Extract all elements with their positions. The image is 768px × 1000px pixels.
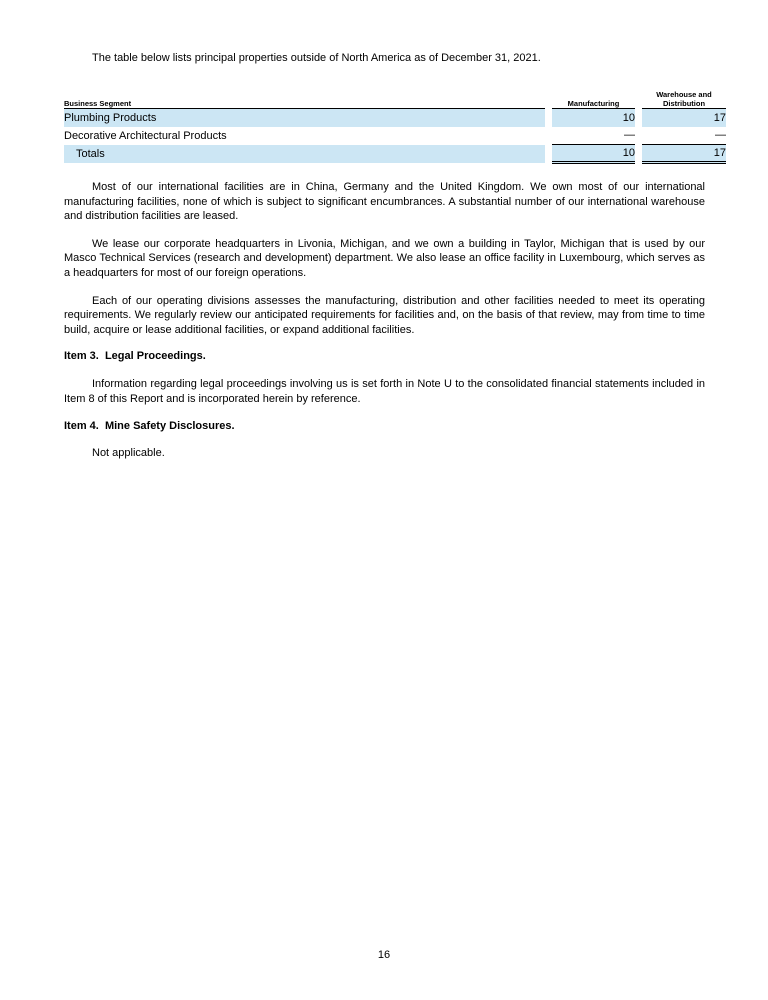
cell-gap xyxy=(635,109,642,127)
column-gap xyxy=(635,90,642,109)
paragraph-headquarters: We lease our corporate headquarters in Livonia, Michigan, and we own a building in Taylor, Michigan that is used by our Masco Technical Services (research and development) department. We also lease an office facility in Luxembourg, which serves as a headquarters for most of our foreign operations. xyxy=(64,237,705,279)
cell-warehouse: 17 xyxy=(642,109,726,127)
column-header-business-segment: Business Segment xyxy=(64,90,545,109)
column-header-warehouse-line1: Warehouse and xyxy=(656,90,712,99)
cell-segment: Plumbing Products xyxy=(64,109,545,127)
cell-manufacturing-total: 10 xyxy=(552,145,635,163)
cell-warehouse-total: 17 xyxy=(642,145,726,163)
page-number: 16 xyxy=(377,949,391,961)
column-gap xyxy=(545,90,552,109)
table-row xyxy=(64,127,726,145)
cell-gap xyxy=(545,109,552,127)
intro-paragraph: The table below lists principal properties outside of North America as of December 31, 2021. xyxy=(92,52,541,64)
cell-manufacturing: 10 xyxy=(552,109,635,127)
properties-table xyxy=(64,90,726,164)
cell-gap xyxy=(635,145,642,163)
page-content xyxy=(64,0,726,459)
column-header-warehouse-line2: Distribution xyxy=(662,99,706,108)
table-row xyxy=(64,109,726,127)
cell-segment: Decorative Architectural Products xyxy=(64,129,227,142)
paragraph-legal-proceedings: Information regarding legal proceedings involving us is set forth in Note U to the consolidated financial statements included in Item 8 of this Report and is incorporated herein by reference. xyxy=(64,378,705,405)
column-header-warehouse-distribution xyxy=(642,90,726,109)
paragraph-operating-divisions: Each of our operating divisions assesses the manufacturing, distribution and other facilities needed to meet its operating requirements. We regularly review our anticipated requirements for facilities and, on the basis of that review, may from time to time build, acquire or lease additional facilities, or expand additional facilities. xyxy=(64,294,705,336)
table-header-row xyxy=(64,90,726,109)
table-row-totals xyxy=(64,145,726,163)
paragraph-not-applicable: Not applicable. xyxy=(92,446,165,459)
cell-gap xyxy=(635,127,642,145)
heading-item4-mine-safety: Item 4. Mine Safety Disclosures. xyxy=(64,419,235,432)
paragraph-international-facilities: Most of our international facilities are in China, Germany and the United Kingdom. We own most of our international manufacturing facilities, none of which is subject to significant encumbrances. A substantial number of our international warehouse and distribution facilities are leased. xyxy=(64,181,705,223)
cell-gap xyxy=(545,127,552,145)
cell-manufacturing: — xyxy=(552,127,635,145)
cell-segment-totals: Totals xyxy=(64,145,545,163)
cell-warehouse: — xyxy=(642,127,726,145)
cell-gap xyxy=(545,145,552,163)
column-header-manufacturing: Manufacturing xyxy=(552,90,635,109)
heading-item3-legal-proceedings: Item 3. Legal Proceedings. xyxy=(64,350,206,363)
